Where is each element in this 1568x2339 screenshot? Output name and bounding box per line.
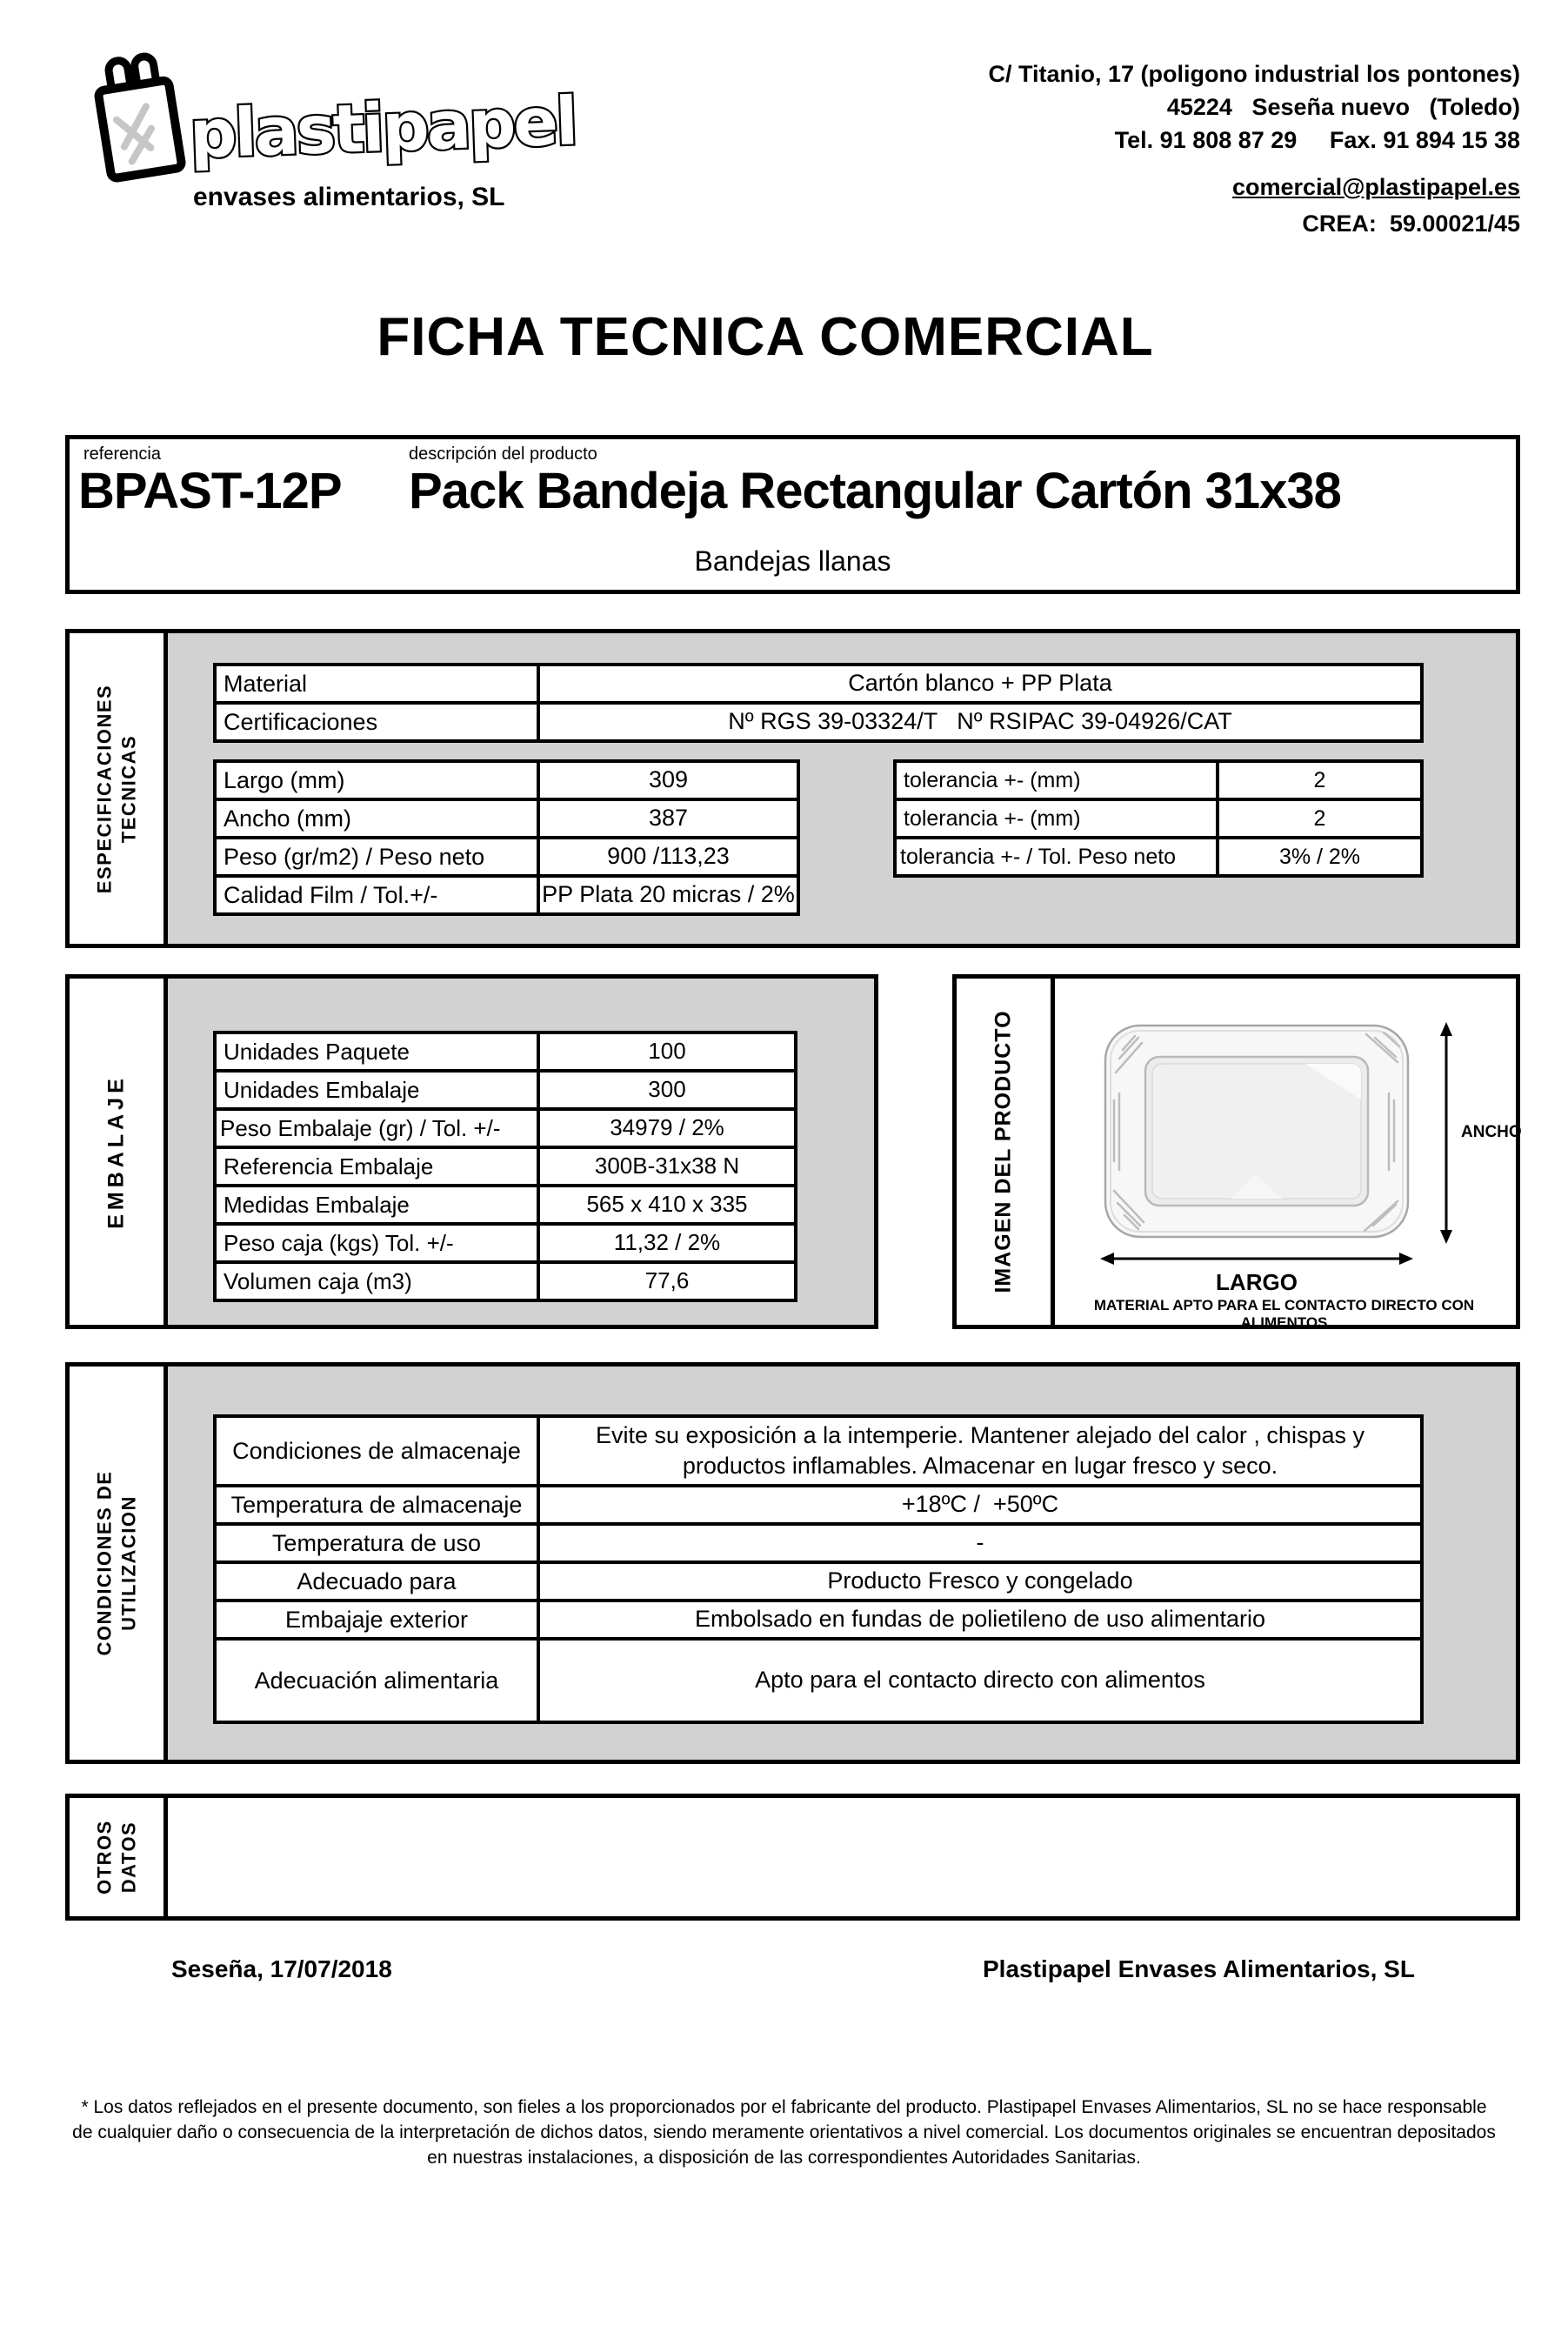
row-label: tolerancia +- (mm) <box>897 801 1219 836</box>
table-row <box>217 1487 1420 1526</box>
row-value: 11,32 / 2% <box>613 1229 721 1256</box>
row-label: Referencia Embalaje <box>217 1149 540 1184</box>
tray-image <box>1100 1020 1413 1242</box>
table-row <box>217 1149 794 1187</box>
otros-datos-empty-area <box>168 1798 1516 1916</box>
row-label: tolerancia +- / Tol. Peso neto <box>897 839 1219 874</box>
row-value: Producto Fresco y congelado <box>827 1567 1133 1594</box>
issue-date: Seseña, 17/07/2018 <box>171 1955 392 1982</box>
section-label-cell <box>70 1798 168 1916</box>
section-label-line1: OTROS <box>93 1820 116 1895</box>
table-row <box>217 1226 794 1264</box>
description-label: descripción del producto <box>409 444 597 464</box>
row-label: Unidades Paquete <box>217 1034 540 1069</box>
table-row <box>217 839 797 878</box>
row-label: Temperatura de uso <box>217 1526 540 1560</box>
table-row <box>217 801 797 839</box>
section-label-especificaciones <box>93 684 141 892</box>
row-value: +18ºC / +50ºC <box>901 1491 1059 1518</box>
row-label: Certificaciones <box>217 705 540 739</box>
section-label-cell <box>70 633 168 944</box>
row-value: 300B-31x38 N <box>594 1153 740 1180</box>
row-value: - <box>976 1529 984 1556</box>
section-otros-datos <box>65 1794 1520 1921</box>
dimensions-table <box>213 759 800 916</box>
company-logo <box>78 43 644 191</box>
section-label-line1: ESPECIFICACIONES <box>93 684 116 893</box>
food-contact-caption: MATERIAL APTO PARA EL CONTACTO DIRECTO CON ALIMENTOS <box>1093 1297 1475 1331</box>
section-label-cell <box>957 979 1055 1325</box>
row-label: Peso Embalaje (gr) / Tol. +/- <box>217 1111 540 1146</box>
address-line1: C/ Titanio, 17 (poligono industrial los pontones) <box>988 61 1520 87</box>
row-label: Adecuación alimentaria <box>217 1641 540 1721</box>
reference-value: BPAST-12P <box>78 463 342 519</box>
table-row <box>217 1602 1420 1641</box>
shopping-bag-icon <box>94 53 183 178</box>
section-label-otros <box>93 1820 141 1895</box>
row-label: Medidas Embalaje <box>217 1187 540 1222</box>
email-link[interactable]: comercial@plastipapel.es <box>1232 174 1520 200</box>
packaging-table <box>213 1031 797 1302</box>
row-label: Adecuado para <box>217 1564 540 1599</box>
row-value: 300 <box>648 1076 686 1103</box>
tolerances-table <box>893 759 1424 878</box>
row-label: Unidades Embalaje <box>217 1073 540 1107</box>
company-signature: Plastipapel Envases Alimentarios, SL <box>983 1955 1415 1982</box>
phone-fax-line: Tel. 91 808 87 29 Fax. 91 894 15 38 <box>1114 127 1520 153</box>
row-value: 565 x 410 x 335 <box>586 1191 748 1218</box>
table-row <box>897 839 1420 874</box>
brand-wordmark: plastipapel <box>188 82 577 173</box>
row-value: Cartón blanco + PP Plata <box>848 670 1112 697</box>
row-value: 77,6 <box>644 1267 690 1294</box>
section-label-line2: DATOS <box>117 1821 139 1894</box>
table-row <box>217 878 797 912</box>
section-label-condiciones <box>93 1471 141 1656</box>
row-label: tolerancia +- (mm) <box>897 763 1219 798</box>
row-label: Largo (mm) <box>217 763 540 798</box>
row-value: Nº RGS 39-03324/T Nº RSIPAC 39-04926/CAT <box>728 708 1232 735</box>
product-name: Pack Bandeja Rectangular Cartón 31x38 <box>409 463 1341 519</box>
section-label-line2: UTILIZACION <box>117 1495 139 1631</box>
row-value: Embolsado en fundas de polietileno de uso alimentario <box>695 1606 1265 1633</box>
section-label-cell <box>70 1367 168 1760</box>
crea-number: CREA: 59.00021/45 <box>1302 211 1520 237</box>
contact-block <box>989 57 1521 240</box>
row-value: PP Plata 20 micras / 2% <box>542 881 795 908</box>
section-label-embalaje: EMBALAJE <box>103 1074 129 1229</box>
usage-conditions-table <box>213 1414 1424 1724</box>
reference-label: referencia <box>83 444 161 464</box>
row-value: 34979 / 2% <box>610 1114 724 1141</box>
largo-label: LARGO <box>1216 1269 1298 1295</box>
row-value: 2 <box>1313 805 1326 831</box>
table-row <box>217 1187 794 1226</box>
row-label: Ancho (mm) <box>217 801 540 836</box>
row-label: Condiciones de almacenaje <box>217 1418 540 1484</box>
row-label: Peso caja (kgs) Tol. +/- <box>217 1226 540 1260</box>
row-label: Peso (gr/m2) / Peso neto <box>217 839 540 874</box>
table-row <box>217 1526 1420 1564</box>
section-especificaciones-tecnicas <box>65 629 1520 948</box>
section-label-line2: TECNICAS <box>117 734 139 843</box>
section-label-cell <box>70 979 168 1325</box>
row-label: Volumen caja (m3) <box>217 1264 540 1299</box>
row-label: Temperatura de almacenaje <box>217 1487 540 1522</box>
row-label: Material <box>217 666 540 701</box>
material-certifications-table <box>213 663 1424 743</box>
product-family: Bandejas llanas <box>694 545 891 577</box>
ancho-label: ANCHO <box>1461 1123 1522 1141</box>
row-value: 387 <box>648 805 689 832</box>
legal-disclaimer: * Los datos reflejados en el presente documento, son fieles a los proporcionados por el fabricante del producto. Plastipapel Envases Alimentarios, SL no se hace responsable de cualquier daño o consecuencia de la interpretación de dichos datos, siendo meramente orientativos a nivel comercial. Los documentos originales se encuentran depositados en nuestras instalaciones, a disposición de las correspondientes Autoridades Sanitarias. <box>72 2097 1496 2168</box>
row-label: Embajaje exterior <box>217 1602 540 1637</box>
table-row <box>217 705 1420 739</box>
section-imagen-producto <box>952 974 1520 1329</box>
section-condiciones-utilizacion <box>65 1362 1520 1764</box>
table-row <box>217 763 797 801</box>
row-value: 3% / 2% <box>1278 844 1361 869</box>
section-label-imagen: IMAGEN DEL PRODUCTO <box>991 1010 1016 1293</box>
table-row <box>217 1564 1420 1602</box>
table-row <box>897 801 1420 839</box>
section-embalaje <box>65 974 878 1329</box>
row-value: 309 <box>648 766 689 793</box>
row-value: Evite su exposición a la intemperie. Mantener alejado del calor , chispas y productos inflamables. Almacenar en lugar fresco y seco. <box>596 1421 1364 1479</box>
row-value: 900 /113,23 <box>607 843 730 870</box>
ancho-arrow-icon <box>1436 1022 1457 1248</box>
table-row <box>897 763 1420 801</box>
table-row <box>217 1418 1420 1487</box>
page-title: FICHA TECNICA COMERCIAL <box>377 307 1154 367</box>
row-value: 100 <box>648 1038 686 1065</box>
row-value: Apto para el contacto directo con alimentos <box>755 1667 1205 1694</box>
reference-box <box>65 435 1520 594</box>
section-label-line1: CONDICIONES DE <box>93 1470 116 1656</box>
table-row <box>217 1264 794 1299</box>
table-row <box>217 1073 794 1111</box>
table-row <box>217 1111 794 1149</box>
row-label: Calidad Film / Tol.+/- <box>217 878 540 912</box>
address-line2: 45224 Seseña nuevo (Toledo) <box>1166 94 1520 120</box>
table-row <box>217 1641 1420 1721</box>
row-value: 2 <box>1313 767 1326 792</box>
table-row <box>217 666 1420 705</box>
logo-subtitle: envases alimentarios, SL <box>193 183 505 211</box>
table-row <box>217 1034 794 1073</box>
